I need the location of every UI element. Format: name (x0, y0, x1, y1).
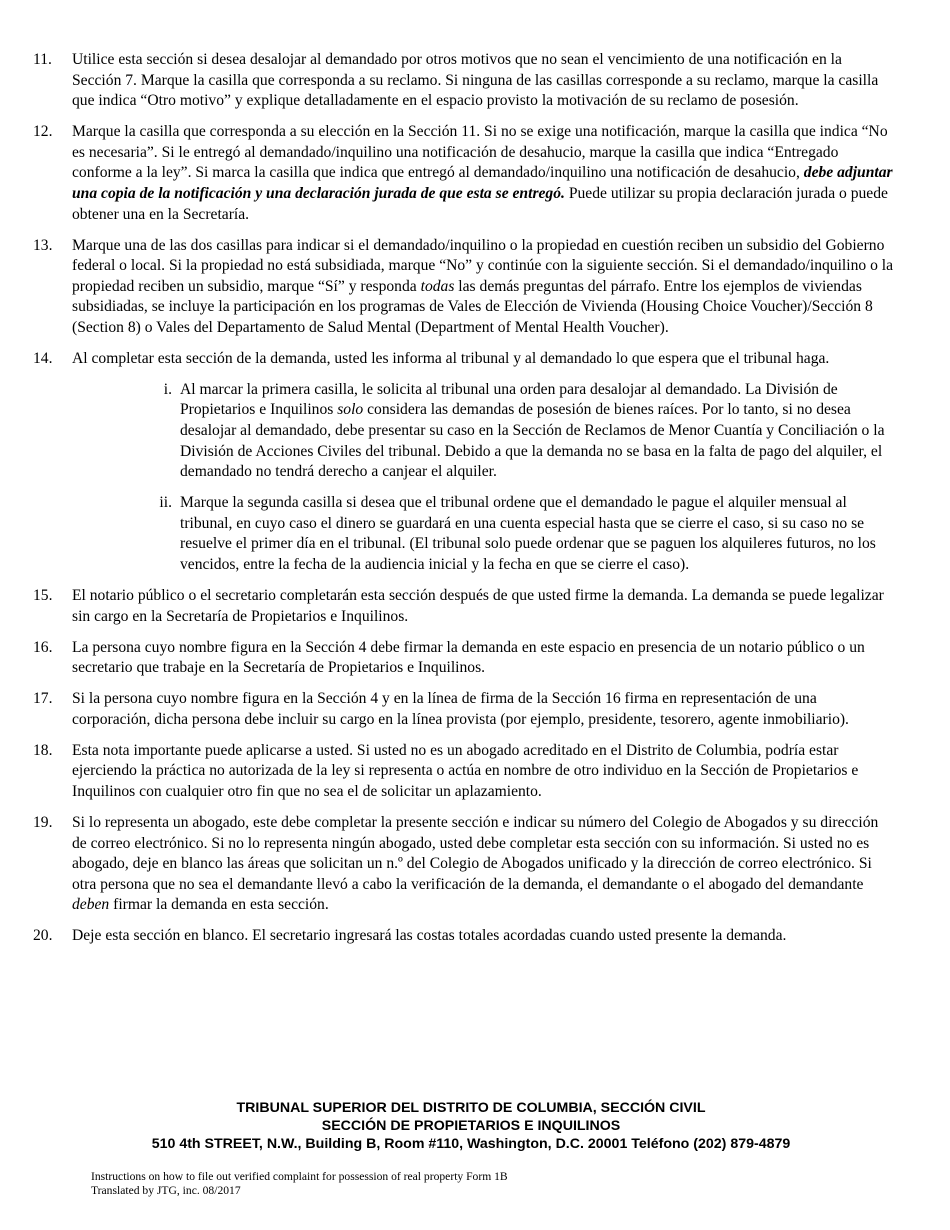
sub-item-number: i. (163, 380, 172, 398)
item-number: 14. (33, 349, 53, 367)
instruction-item-12 (33, 122, 895, 225)
item-number: 20. (33, 927, 53, 945)
instruction-item-15 (33, 586, 895, 627)
item-emphasis: debe adjuntar una copia de la notificación y una declaración jurada de que esta se entregó. (72, 164, 893, 202)
item-number: 18. (33, 741, 53, 759)
item-emphasis: deben (72, 896, 110, 914)
item-text-part: Al marcar la primera casilla, le solicita al tribunal una orden para desalojar al demandado. La División de Propietarios e Inquilinos (180, 380, 838, 419)
item-number: 11. (33, 51, 52, 68)
instruction-item-16 (33, 638, 895, 679)
court-footer (0, 1099, 942, 1154)
item-number: 13. (33, 236, 53, 254)
form-title-note: Instructions on how to file out verified complaint for possession of real property Form 1B (91, 1170, 508, 1183)
item-text-part: Puede utilizar su propia declaración jurada o puede obtener una en la Secretaría. (72, 184, 888, 223)
court-address: 510 4th STREET, N.W., Building B, Room #110, Washington, D.C. 20001 Teléfono (202) 879-4879 (151, 1136, 791, 1153)
form-note (91, 1170, 508, 1198)
sub-item-text: Marque la segunda casilla si desea que el tribunal ordene que el demandado le pague el alquiler mensual al tribunal, en cuyo caso el dinero se guardará en una cuenta especial hasta que se cierre el caso, si su caso no se resuelve el primer día en el tribunal. (El tribunal solo puede ordenar que se paguen los alquileres futuros, no los vencidos, entre la fecha de la audiencia inicial y la fecha en que se cierre el caso). (180, 494, 876, 574)
instruction-item-11 (33, 50, 895, 112)
item-text: Si la persona cuyo nombre figura en la Sección 4 y en la línea de firma de la Sección 16 firma en representación de una corporación, dicha persona debe incluir su cargo en la línea provista (por ejemplo, presidente, tesorero, agente inmobiliario). (72, 690, 849, 728)
sub-item-number: ii. (159, 494, 172, 512)
instruction-item-14 (33, 349, 895, 576)
item-text: Utilice esta sección si desea desalojar al demandado por otros motivos que no sean el vencimiento de una notificación en la Sección 7. Marque la casilla que corresponda a su reclamo. Si ninguna de las casillas corresponde a su reclamo, marque la casilla que indica “Otro motivo” y explique detalladamente en el espacio provisto la motivación de su reclamo de posesión. (72, 51, 879, 110)
item-text: El notario público o el secretario completarán esta sección después de que usted firme la demanda. La demanda se puede legalizar sin cargo en la Secretaría de Propietarios e Inquilinos. (72, 587, 884, 625)
item-text-part: considera las demandas de posesión de bienes raíces. Por lo tanto, si no desea desalojar al demandado, debe presentar su caso en la Sección de Reclamos de Menor Cuantía y Conciliación o la División de Acciones Civiles del tribunal. Debido a que la demanda no se basa en la falta de pago del alquiler, el demandado no tendrá derecho a canjear el alquiler. (180, 401, 885, 481)
item-number: 17. (33, 690, 53, 708)
item-text: La persona cuyo nombre figura en la Sección 4 debe firmar la demanda en este espacio en presencia de un notario público o un secretario que trabaje en la Secretaría de Propietarios e Inquilinos. (72, 638, 865, 677)
court-name: TRIBUNAL SUPERIOR DEL DISTRITO DE COLUMBIA, SECCIÓN CIVIL (236, 1100, 706, 1116)
item-text-part: Si lo representa un abogado, este debe completar la presente sección e indicar su número del Colegio de Abogados y su dirección de correo electrónico. Si no lo representa ningún abogado, usted debe completar esta sección con su información. Si usted no es abogado, deje en blanco las áreas que solicitan un n.º del Colegio de Abogados unificado y la dirección de correo electrónico. Si otra persona que no sea el demandante llevó a cabo la verificación de la demanda, el demandante o el abogado del demandante (72, 813, 879, 893)
item-number: 19. (33, 813, 53, 831)
instruction-item-18 (33, 741, 895, 803)
instruction-item-17 (33, 689, 895, 730)
item-number: 16. (33, 638, 53, 656)
item-text-part: Marque la casilla que corresponda a su elección en la Sección 11. Si no se exige una notificación, marque la casilla que indica “No es necesaria”. Si le entregó al demandado/inquilino una notificación de desahucio, marque la casilla que indica “Entregado conforme a la ley”. Si marca la casilla que indica que entregó al demandado/inquilino una notificación de desahucio, (72, 123, 888, 182)
sub-item-text (180, 380, 895, 483)
instruction-item-13 (33, 236, 895, 339)
item-text-part: Marque una de las dos casillas para indicar si el demandado/inquilino o la propiedad en cuestión reciben un subsidio del Gobierno federal o local. Si la propiedad no está subsidiada, marque “No” y continúe con la siguiente sección. Si el demandado/inquilino o la propiedad reciben un subsidio, marque “Sí” y responda (72, 236, 894, 295)
item-text: Esta nota importante puede aplicarse a usted. Si usted no es un abogado acreditado en el Distrito de Columbia, podría estar ejerciendo la práctica no autorizada de la ley si representa o actúa en nombre de otro individuo en la Sección de Propietarios e Inquilinos con cualquier otro fin que no sea el de solicitar un aplazamiento. (72, 741, 859, 800)
translation-note: Translated by JTG, inc. 08/2017 (91, 1184, 241, 1197)
sub-items-list (139, 380, 895, 576)
item-number: 12. (33, 123, 53, 141)
instructions-list (33, 50, 895, 947)
item-text-part: las demás preguntas del párrafo. Entre los ejemplos de viviendas subsidiadas, se incluye la participación en los programas de Vales de Elección de Vivienda (Housing Choice Voucher)/Sección 8 (Section 8) o Vales del Departamento de Salud Mental (Department of Mental Health Voucher). (72, 277, 873, 336)
item-text (72, 813, 895, 916)
sub-item-i (139, 380, 895, 483)
item-text-part: firmar la demanda en esta sección. (109, 896, 329, 914)
instruction-item-19 (33, 813, 895, 916)
item-number: 15. (33, 587, 53, 604)
item-text (72, 122, 895, 225)
instruction-item-20 (33, 926, 895, 947)
item-text: Al completar esta sección de la demanda, usted les informa al tribunal y al demandado lo que espera que el tribunal haga. (72, 349, 830, 367)
item-emphasis: solo (337, 401, 364, 419)
sub-item-ii (139, 493, 895, 575)
item-content (72, 349, 895, 576)
item-emphasis: todas (420, 277, 455, 295)
item-text (72, 236, 895, 339)
court-section: SECCIÓN DE PROPIETARIOS E INQUILINOS (321, 1118, 621, 1135)
item-text: Deje esta sección en blanco. El secretario ingresará las costas totales acordadas cuando usted presente la demanda. (72, 927, 787, 945)
